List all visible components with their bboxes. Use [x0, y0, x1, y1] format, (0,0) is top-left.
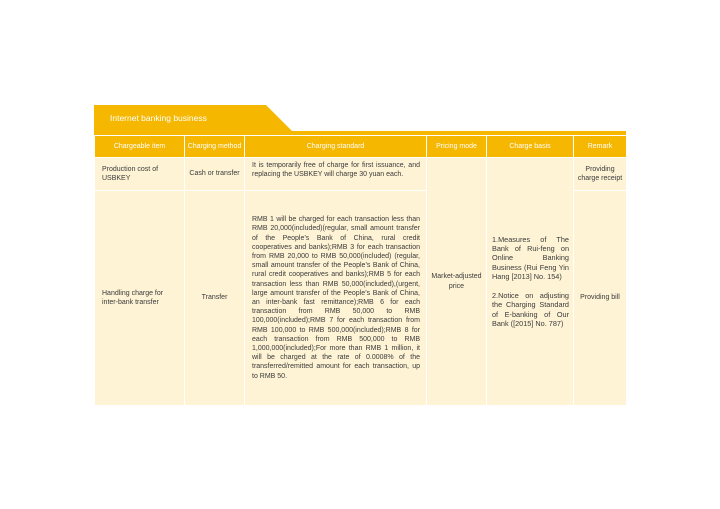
- charge-basis-item: 1.Measures of The Bank of Rui-feng on Online Banking Business (Rui Feng Yin Hang [2013] No. 154): [492, 234, 569, 282]
- header-charging-method: Charging method: [185, 136, 245, 158]
- section-tab: Internet banking business: [94, 105, 266, 131]
- fee-table-panel: [94, 105, 626, 406]
- header-charge-basis: Charge basis: [487, 136, 574, 158]
- header-row: [95, 136, 627, 158]
- cell-remark: Providing bill: [574, 191, 627, 406]
- table-row: [95, 158, 627, 191]
- charging-table: [94, 135, 627, 406]
- header-chargeable-item: Chargeable item: [95, 136, 185, 158]
- cell-standard: RMB 1 will be charged for each transaction less than RMB 20,000(included)(regular, small amount transfer of the People’s Bank of China, rural credit cooperatives and banks);RMB 3 for each transaction from RMB 20,000 to RMB 50,000(included) (regular, small amount transfer of the People’s Bank of China, rural credit cooperatives and banks);RMB 5 for each transaction less than RMB 50,000(included),(urgent, large amount transfer of the People’s Bank of China, an inter-bank fast remittance);RMB 6 for each transaction from RMB 50,000 to RMB 100,000(included);RMB 7 for each transaction from RMB 100,000 to RMB 500,000(included);RMB 8 for each transaction from RMB 500,000 to RMB 1,000,000(included);For more than RMB 1 million, it will be charged at the rate of 0.0008% of the transferred/remitted amount for each transaction, up to RMB 50.: [245, 191, 427, 406]
- cell-standard: It is temporarily free of charge for first issuance, and replacing the USBKEY will charge 30 yuan each.: [245, 158, 427, 191]
- cell-method: Transfer: [185, 191, 245, 406]
- header-pricing-mode: Pricing mode: [427, 136, 487, 158]
- cell-charge-basis: [487, 158, 574, 406]
- cell-pricing-mode: Market-adjusted price: [427, 158, 487, 406]
- cell-item: Production cost of USBKEY: [95, 158, 185, 191]
- cell-item: Handling charge for inter-bank transfer: [95, 191, 185, 406]
- header-remark: Remark: [574, 136, 627, 158]
- cell-remark: Providing charge receipt: [574, 158, 627, 191]
- cell-method: Cash or transfer: [185, 158, 245, 191]
- header-charging-standard: Charging standard: [245, 136, 427, 158]
- charge-basis-item: 2.Notice on adjusting the Charging Standard of E-banking of Our Bank ([2015] No. 787): [492, 290, 569, 328]
